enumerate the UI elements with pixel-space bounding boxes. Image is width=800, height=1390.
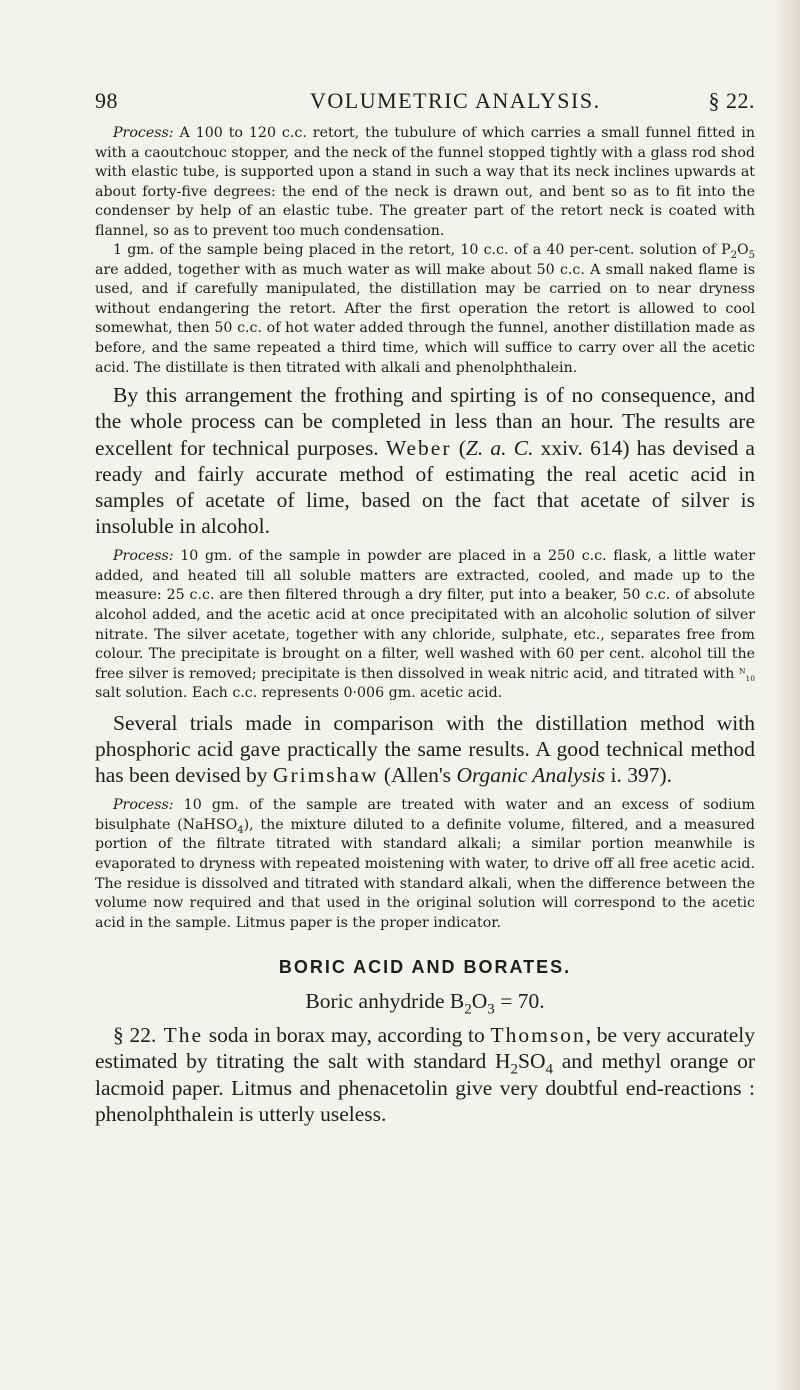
section-symbol: § 22. xyxy=(113,1023,157,1048)
author-name: Thomson xyxy=(490,1023,586,1048)
page-edge-shadow xyxy=(774,0,800,1390)
normal-fraction: $^N_{10}$ xyxy=(739,666,755,683)
page-number: 98 xyxy=(95,88,118,113)
author-name: Weber xyxy=(385,435,452,460)
ref-title: Organic Analysis xyxy=(451,763,606,788)
formula-line: Boric anhydride $B_2O_3 = 70$. xyxy=(305,989,545,1018)
body-paragraph-grimshaw: Several trials made in comparison with the distillation method with phosphoric acid gave practically the same results. A good technical method has been devised by Grimshaw (Allen's Organic Analysis i. 397). xyxy=(95,710,755,788)
journal-ref: Z. a. C. xyxy=(465,435,534,460)
process-paragraph-distillation: Process: A 100 to 120 c.c. retort, the tubulure of which carries a small funnel fitted in with a caoutchouc stopper, and the neck of the funnel stopped tightly with a glass rod shod with elastic tube, is supported upon a stand in such a way that its neck inclines upwards at about forty-five degrees: the end of the neck is drawn out, and bent so as to fit into the condenser by help of an elastic tube. The greater part of the retort neck is coated with flannel, so as to prevent too much condensation. xyxy=(95,125,755,239)
body-paragraph-weber: By this arrangement the frothing and spirting is of no consequence, and the whole process can be completed in less than an hour. The results are excellent for technical purposes. Weber (Z. a. C. xxiv. 614) has devised a ready and fairly accurate method of estimating the real acetic acid in samples of acetate of lime, based on the fact that acetate of silver is insoluble in alcohol. xyxy=(95,383,755,539)
section-heading: BORIC ACID AND BORATES. xyxy=(278,957,572,978)
section-marker: § 22. xyxy=(708,88,755,113)
author-name: Grimshaw xyxy=(272,763,379,788)
running-header xyxy=(95,88,755,128)
ref-author: Allen's xyxy=(391,763,452,788)
body-paragraph-borax: § 22. The soda in borax may, according to Thomson, be very accurately estimated by titrating the salt with standard $H_2SO_4$ and methyl orange or lacmoid paper. Litmus and phenacetolin give very doubtful end-reactions : phenolphthalein is utterly useless. xyxy=(95,1023,755,1126)
process-paragraph-silver: Process: 10 gm. of the sample in powder are placed in a 250 c.c. flask, a little water added, and heated till all soluble matters are extracted, cooled, and made up to the measure: 25 c.c. are then filtered through a dry filter, put into a beaker, 50 c.c. of absolute alcohol added, and the acetic acid at once precipitated with an alcoholic solution of silver nitrate. The silver acetate, together with any chloride, sulphate, etc., separates free from colour. The precipitate is brought on a filter, well washed with 60 per cent. alcohol till the free silver is removed; precipitate is then dissolved in weak nitric acid, and titrated with $^N_{10}$ salt solution. Each c.c. represents 0·006 gm. acetic acid. xyxy=(95,548,755,702)
process-paragraph-distillation-cont: 1 gm. of the sample being placed in the retort, 10 c.c. of a 40 per-cent. solution of $P_2O_5$ are added, together with as much water as will make about 50 c.c. A small naked flame is used, and if carefully manipulated, the distillation may be carried on to near dryness without endangering the retort. After the first operation the retort is allowed to cool somewhat, then 50 c.c. of hot water added through the funnel, another distillation made as before, and the same repeated a third time, which will suffice to carry over all the acetic acid. The distillate is then titrated with alkali and phenolphthalein. xyxy=(95,242,755,376)
running-title: VOLUMETRIC ANALYSIS. xyxy=(310,88,601,113)
process-lead: Process: xyxy=(113,548,174,565)
process-lead: Process: xyxy=(113,797,174,814)
process-paragraph-bisulphate: Process: 10 gm. of the sample are treated with water and an excess of sodium bisulphate (NaHSO$_4$), the mixture diluted to a definite volume, filtered, and a measured portion of the filtrate titrated with standard alkali; a similar portion meanwhile is evaporated to dryness with repeated moistening with water, to drive off all free acetic acid. The residue is dissolved and titrated with standard alkali, when the difference between the volume now required and that used in the original solution will correspond to the acetic acid in the sample. Litmus paper is the proper indicator. xyxy=(95,797,755,931)
page-body xyxy=(95,124,755,1127)
process-lead: Process: xyxy=(113,125,174,141)
